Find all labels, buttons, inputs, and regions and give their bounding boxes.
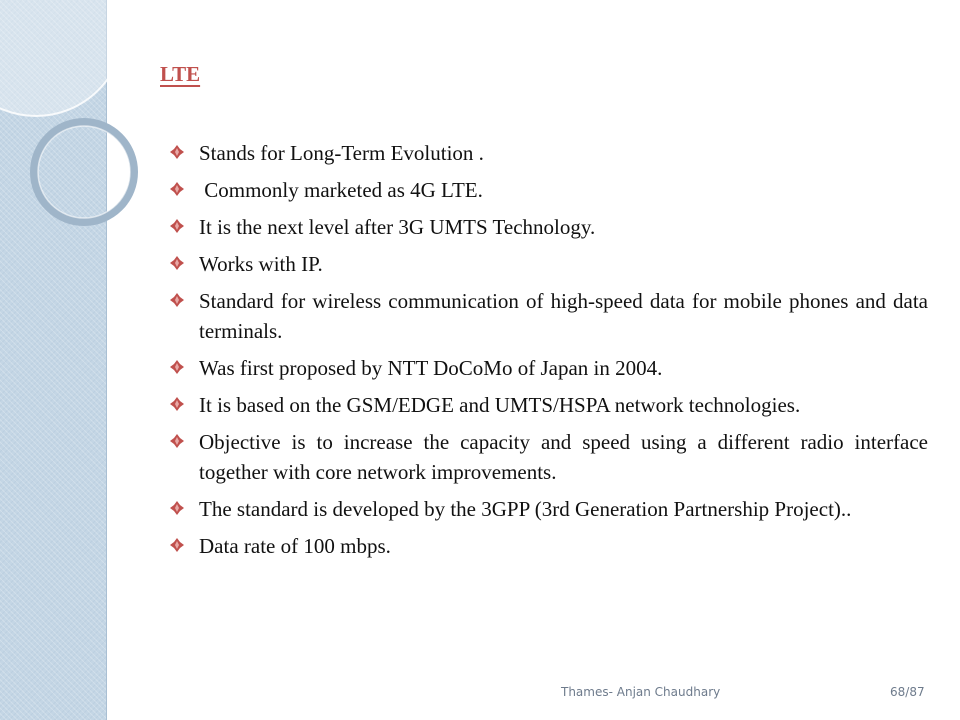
diamond-bullet-icon bbox=[170, 293, 184, 307]
bullet-text: Data rate of 100 mbps. bbox=[199, 534, 391, 558]
diamond-bullet-icon bbox=[170, 219, 184, 233]
slide-title: LTE bbox=[160, 62, 201, 86]
decorative-circles bbox=[0, 0, 140, 260]
diamond-bullet-icon bbox=[170, 256, 184, 270]
bullet-item bbox=[170, 138, 928, 168]
bullet-item bbox=[170, 249, 928, 279]
bullet-item bbox=[170, 353, 928, 383]
diamond-bullet-icon bbox=[170, 360, 184, 374]
diamond-bullet-icon bbox=[170, 145, 184, 159]
bullet-list bbox=[170, 138, 928, 568]
bullet-text: It is based on the GSM/EDGE and UMTS/HSPA network technologies. bbox=[199, 393, 801, 417]
bullet-item bbox=[170, 494, 928, 524]
diamond-bullet-icon bbox=[170, 434, 184, 448]
diamond-bullet-icon bbox=[170, 397, 184, 411]
bullet-text: The standard is developed by the 3GPP (3rd Generation Partnership Project).. bbox=[199, 497, 852, 521]
diamond-bullet-icon bbox=[170, 182, 184, 196]
bullet-item bbox=[170, 390, 928, 420]
bullet-text: Was first proposed by NTT DoCoMo of Japan in 2004. bbox=[199, 356, 663, 380]
page-number: 68/87 bbox=[890, 685, 925, 699]
bullet-item bbox=[170, 286, 928, 346]
bullet-text: Works with IP. bbox=[199, 252, 323, 276]
bullet-text: Stands for Long-Term Evolution . bbox=[199, 141, 484, 165]
bullet-item bbox=[170, 531, 928, 561]
diamond-bullet-icon bbox=[170, 538, 184, 552]
bullet-item bbox=[170, 175, 928, 205]
bullet-item bbox=[170, 212, 928, 242]
bullet-text: Objective is to increase the capacity and speed using a different radio interface together with core network improvements. bbox=[199, 430, 928, 484]
bullet-text: Commonly marketed as 4G LTE. bbox=[199, 178, 483, 202]
bullet-text: It is the next level after 3G UMTS Technology. bbox=[199, 215, 596, 239]
diamond-bullet-icon bbox=[170, 501, 184, 515]
bullet-text: Standard for wireless communication of high-speed data for mobile phones and data terminals. bbox=[199, 289, 928, 343]
bullet-item bbox=[170, 427, 928, 487]
footer-author: Thames- Anjan Chaudhary bbox=[561, 685, 721, 699]
